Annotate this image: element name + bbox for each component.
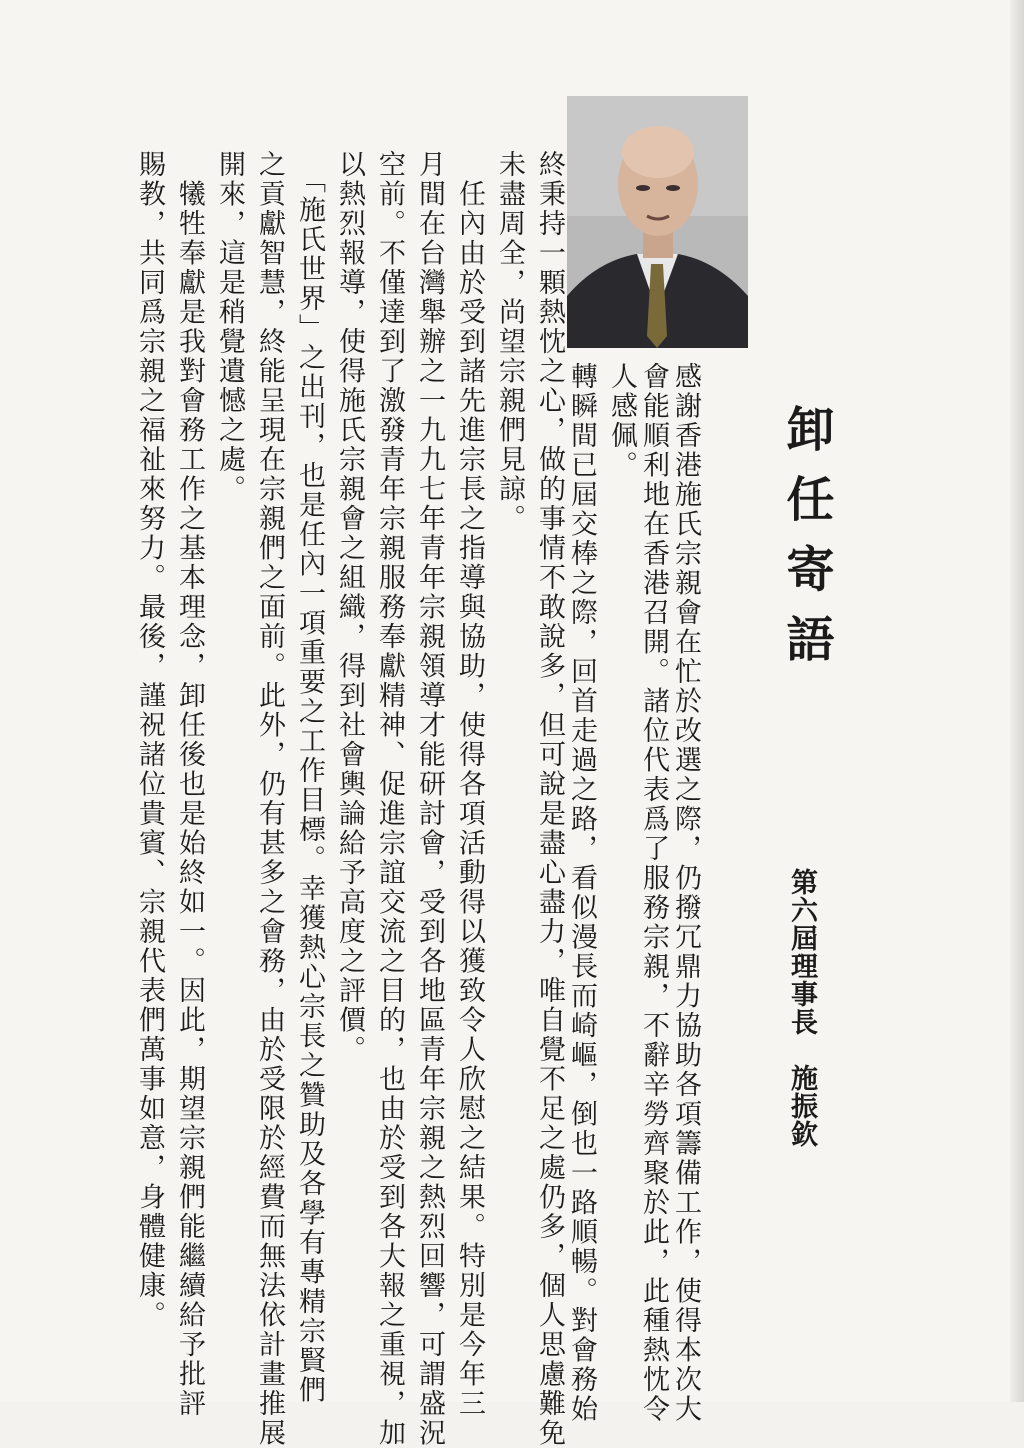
author-byline: 第六屆理事長 施振欽 bbox=[786, 868, 817, 1148]
body-text-column: 賜教，共同爲宗親之福祉來努力。最後，謹祝諸位貴賓、宗親代表們萬事如意，身體健康。 bbox=[134, 150, 165, 1330]
body-text-column: 轉瞬間已屆交棒之際，回首走過之路，看似漫長而崎嶇，倒也一路順暢。對會務始 bbox=[566, 362, 597, 1424]
portrait-photo bbox=[567, 96, 748, 348]
body-text-column: 開來，這是稍覺遺憾之處。 bbox=[214, 150, 245, 504]
body-text-column: 月間在台灣舉辦之一九九七年青年宗親領導才能研討會，受到各地區青年宗親之熱烈回響，可謂盛況 bbox=[414, 150, 445, 1448]
portrait-photo-icon bbox=[567, 96, 748, 348]
body-text-column: 未盡周全，尚望宗親們見諒。 bbox=[494, 150, 525, 534]
body-text-column: 之貢獻智慧，終能呈現在宗親們之面前。此外，仍有甚多之會務，由於受限於經費而無法依計畫推展 bbox=[254, 150, 285, 1448]
page-edge-shadow bbox=[1010, 0, 1024, 1402]
body-text-column: 以熱烈報導，使得施氏宗親會之組織，得到社會輿論給予高度之評價。 bbox=[334, 150, 365, 1065]
body-text-column: 犧牲奉獻是我對會務工作之基本理念，卸任後也是始終如一。因此，期望宗親們能繼續給予批評 bbox=[174, 150, 205, 1419]
body-text-column: 會能順利地在香港召開。諸位代表爲了服務宗親，不辭辛勞齊聚於此，此種熱忱令 bbox=[638, 362, 669, 1424]
body-text-column: 人感佩。 bbox=[606, 362, 637, 480]
body-text-column: 「施氏世界」之出刊，也是任內一項重要之工作目標。幸獲熱心宗長之贊助及各學有專精宗賢們 bbox=[294, 150, 325, 1405]
page-title: 卸任寄語 bbox=[778, 404, 834, 684]
body-text-column: 任內由於受到諸先進宗長之指導與協助，使得各項活動得以獲致令人欣慰之結果。特別是今年三 bbox=[454, 150, 485, 1419]
body-text-column: 終秉持一顆熱忱之心，做的事情不敢說多，但可說是盡心盡力，唯自覺不足之處仍多，個人思慮難免 bbox=[534, 150, 565, 1448]
body-text-column: 感謝香港施氏宗親會在忙於改選之際，仍撥冗鼎力協助各項籌備工作，使得本次大 bbox=[670, 362, 701, 1424]
body-text-column: 空前。不僅達到了激發青年宗親服務奉獻精神、促進宗誼交流之目的，也由於受到各大報之重視，加 bbox=[374, 150, 405, 1448]
